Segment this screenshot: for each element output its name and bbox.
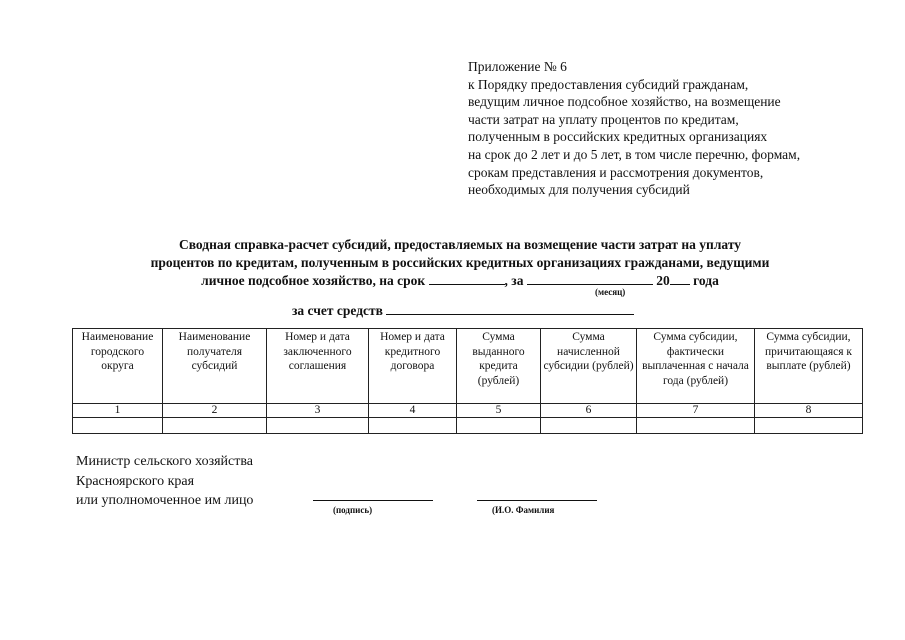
name-caption: (И.О. Фамилия — [492, 505, 555, 515]
funds-blank[interactable] — [386, 302, 634, 315]
appendix-line: части затрат на уплату процентов по кредитам, — [468, 111, 739, 127]
header-cell: Номер и дата кредитного договора — [369, 329, 457, 404]
table-cell[interactable] — [457, 418, 541, 434]
appendix-line: на срок до 2 лет и до 5 лет, в том числе перечню, формам, — [468, 146, 801, 162]
header-cell: Наименование городского округа — [73, 329, 163, 404]
appendix-line: необходимых для получения субсидий — [468, 182, 690, 198]
header-cell: Сумма субсидии, фактически выплаченная с начала года (рублей) — [637, 329, 755, 404]
month-caption: (месяц) — [595, 287, 626, 297]
month-blank[interactable] — [527, 272, 653, 285]
document-title — [60, 236, 860, 290]
year-prefix: 20 — [656, 273, 670, 288]
column-number: 7 — [637, 404, 755, 418]
subsidy-table — [72, 328, 863, 434]
signatory-block — [76, 452, 253, 511]
table-cell[interactable] — [163, 418, 267, 434]
title-line-2: процентов по кредитам, полученным в российских кредитных организациях гражданами, ведущими — [150, 255, 770, 270]
header-cell: Наименование получателя субсидий — [163, 329, 267, 404]
year-blank[interactable] — [670, 272, 690, 285]
signatory-line-2: Красноярского края — [76, 473, 195, 489]
column-number: 2 — [163, 404, 267, 418]
appendix-line: ведущим личное подсобное хозяйство, на возмещение — [468, 94, 781, 110]
appendix-line: полученным в российских кредитных организациях — [468, 129, 768, 145]
column-number: 1 — [73, 404, 163, 418]
signatory-line-3: или уполномоченное им лицо — [76, 493, 254, 508]
table-cell[interactable] — [267, 418, 369, 434]
appendix-line: срокам представления и рассмотрения документов, — [468, 164, 764, 180]
funds-label: за счет средств — [292, 303, 383, 318]
table-cell[interactable] — [541, 418, 637, 434]
column-number: 6 — [541, 404, 637, 418]
table-cell[interactable] — [755, 418, 863, 434]
term-blank[interactable] — [429, 272, 505, 285]
table-number-row — [73, 404, 863, 418]
title-line-3-text: личное подсобное хозяйство, на срок — [201, 273, 426, 288]
header-cell: Номер и дата заключенного соглашения — [267, 329, 369, 404]
title-line-3 — [60, 272, 860, 290]
appendix-line: Приложение № 6 — [468, 59, 567, 74]
table-cell[interactable] — [637, 418, 755, 434]
table-cell[interactable] — [369, 418, 457, 434]
header-cell: Сумма начисленной субсидии (рублей) — [541, 329, 637, 404]
year-label: года — [693, 273, 719, 288]
funds-row — [292, 302, 634, 319]
name-line[interactable] — [477, 500, 597, 501]
column-number: 3 — [267, 404, 369, 418]
table-row — [73, 418, 863, 434]
signature-caption: (подпись) — [333, 505, 373, 515]
column-number: 4 — [369, 404, 457, 418]
appendix-block — [468, 58, 888, 199]
title-line-1: Сводная справка-расчет субсидий, предоставляемых на возмещение части затрат на уплату — [178, 237, 742, 252]
appendix-line: к Порядку предоставления субсидий гражданам, — [468, 76, 749, 92]
signature-line[interactable] — [313, 500, 433, 501]
column-number: 8 — [755, 404, 863, 418]
header-cell: Сумма выданного кредита (рублей) — [457, 329, 541, 404]
table-cell[interactable] — [73, 418, 163, 434]
title-line-3-za: , за — [504, 273, 524, 288]
table-header-row — [73, 329, 863, 404]
header-cell: Сумма субсидии, причитающаяся к выплате (рублей) — [755, 329, 863, 404]
signatory-line-1: Министр сельского хозяйства — [76, 454, 253, 469]
column-number: 5 — [457, 404, 541, 418]
